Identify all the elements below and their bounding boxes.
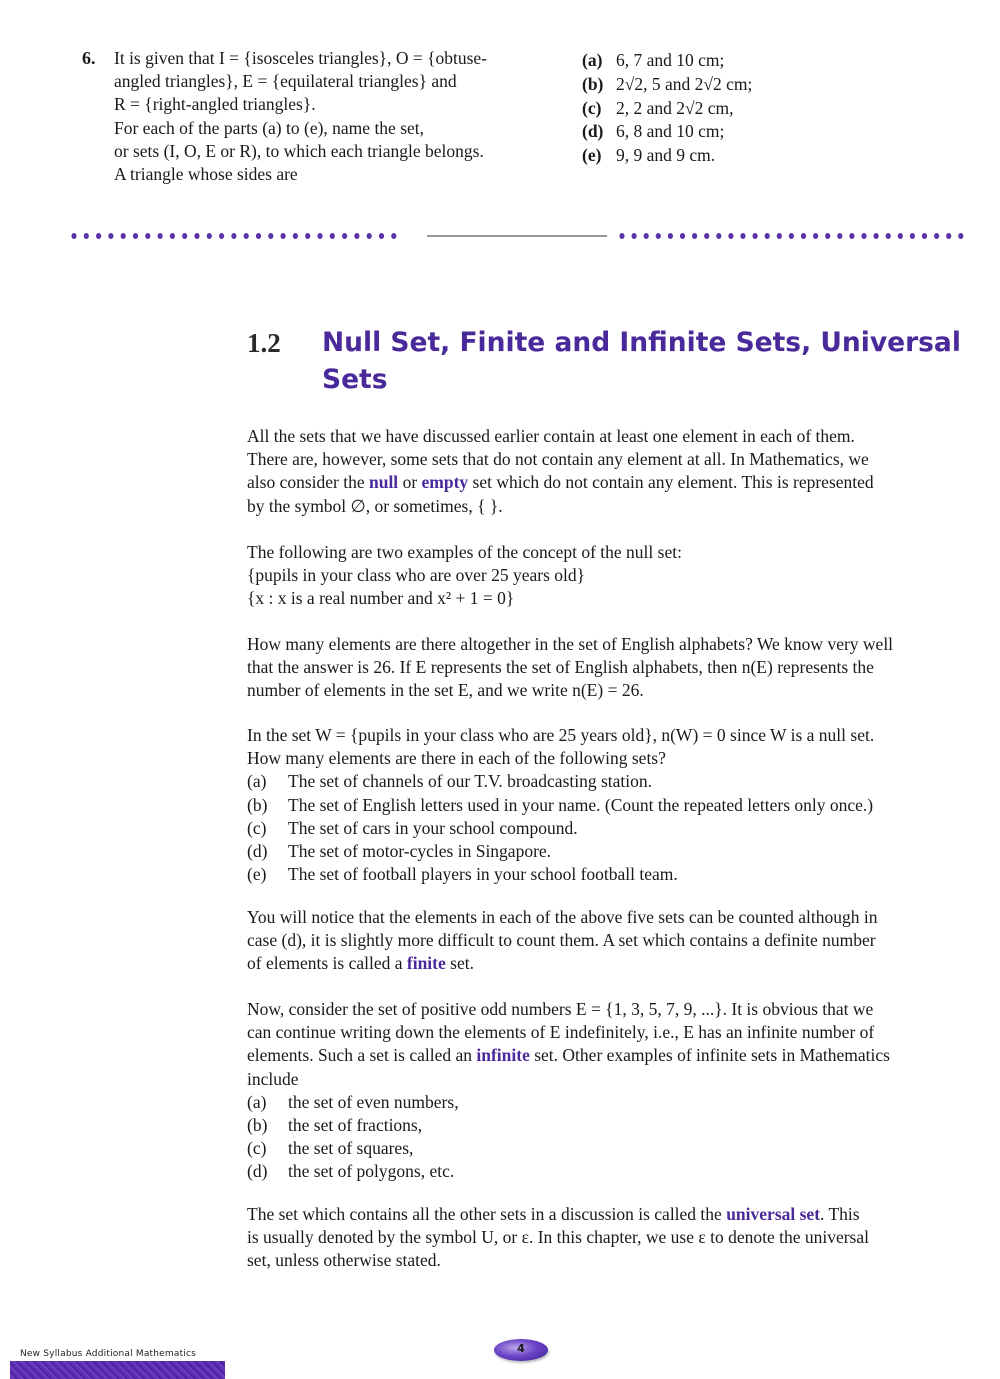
divider-dot	[219, 233, 224, 239]
divider-dot	[644, 233, 649, 239]
divider-dot	[777, 233, 782, 239]
divider-dot	[207, 233, 212, 239]
list-item: (b) the set of fractions,	[247, 1115, 423, 1136]
divider-dot	[379, 233, 384, 239]
divider-dot	[96, 233, 101, 239]
option-text: 2, 2 and 2√2 cm,	[616, 97, 734, 118]
divider-dot	[391, 233, 396, 239]
divider-dots-left	[71, 233, 396, 239]
divider-dot	[716, 233, 721, 239]
divider-dot	[108, 233, 113, 239]
text-line: All the sets that we have discussed earlier contain at least one element in each of them.	[247, 426, 855, 446]
divider-dot	[656, 233, 661, 239]
divider-dot	[765, 233, 770, 239]
divider-dot	[753, 233, 758, 239]
text-line: case (d), it is slightly more difficult to count them. A set which contains a definite number	[247, 930, 876, 951]
divider-dot	[281, 233, 286, 239]
divider-dot	[182, 233, 187, 239]
text-line: How many elements are there in each of the following sets?	[247, 748, 666, 769]
exercise-line: angled triangles}, E = {equilateral triangles} and	[114, 71, 457, 92]
text-line: that the answer is 26. If E represents the set of English alphabets, then n(E) represents the	[247, 657, 874, 678]
option-text: 6, 8 and 10 cm;	[616, 121, 725, 142]
paragraph-english-alphabets	[247, 633, 969, 703]
divider-dot	[692, 233, 697, 239]
option-e	[582, 144, 752, 168]
exercise-text	[114, 47, 499, 186]
text-line: You will notice that the elements in each of the above five sets can be counted although in	[247, 907, 878, 927]
divider-dot	[825, 233, 830, 239]
list-item: (c) The set of cars in your school compound.	[247, 817, 578, 838]
divider-dot	[367, 233, 372, 239]
option-c	[582, 97, 752, 121]
divider-dot	[317, 233, 322, 239]
text-line: In the set W = {pupils in your class who are 25 years old}, n(W) = 0 since W is a null set.	[247, 725, 875, 745]
exercise-line: or sets (I, O, E or R), to which each triangle belongs.	[114, 140, 484, 161]
exercise-line: R = {right-angled triangles}.	[114, 94, 316, 115]
keyword-empty: empty	[421, 472, 469, 493]
text-line: How many elements are there altogether in the set of English alphabets? We know very well	[247, 634, 894, 654]
divider-dot	[342, 233, 347, 239]
text-line: set, unless otherwise stated.	[247, 1250, 441, 1271]
divider-dot	[837, 233, 842, 239]
text-line: of elements is called a finite set.	[247, 953, 474, 974]
divider-dot	[145, 233, 150, 239]
divider-dot	[256, 233, 261, 239]
keyword-universal-set: universal set	[726, 1204, 821, 1224]
exercise-line: A triangle whose sides are	[114, 164, 298, 185]
paragraph-how-many	[247, 724, 969, 886]
text-line: by the symbol ∅, or sometimes, { }.	[247, 495, 503, 516]
book-title: New Syllabus Additional Mathematics	[20, 1349, 197, 1359]
text-line: Now, consider the set of positive odd numbers E = {1, 3, 5, 7, 9, ...}. It is obvious that we	[247, 999, 874, 1019]
option-label: (b)	[582, 73, 604, 94]
section-number: 1.2	[247, 328, 281, 358]
divider-dot	[231, 233, 236, 239]
paragraph-universal-set	[247, 1203, 969, 1273]
list-item: (e) The set of football players in your school football team.	[247, 864, 678, 885]
keyword-infinite: infinite	[476, 1045, 530, 1066]
text-line: include	[247, 1068, 299, 1089]
text-line: also consider the null or empty set which do not contain any element. This is represented	[247, 472, 874, 493]
divider-dot	[305, 233, 310, 239]
divider-dot	[874, 233, 879, 239]
divider-dot	[330, 233, 335, 239]
page-number-badge	[494, 1339, 548, 1361]
divider-dot	[740, 233, 745, 239]
divider-dot	[668, 233, 673, 239]
option-text: 9, 9 and 9 cm.	[616, 145, 716, 166]
divider-dot	[861, 233, 866, 239]
option-a	[582, 49, 752, 73]
exercise-line: It is given that I = {isosceles triangles}, O = {obtuse-	[114, 48, 487, 68]
option-label: (e)	[582, 145, 602, 166]
text-line: The following are two examples of the concept of the null set:	[247, 542, 682, 562]
divider-dot	[244, 233, 249, 239]
exercise-number: 6.	[82, 48, 96, 68]
section-title	[322, 324, 982, 398]
option-b	[582, 73, 752, 97]
divider-dot	[728, 233, 733, 239]
divider-dot	[194, 233, 199, 239]
section-divider	[70, 229, 970, 243]
divider-dots-right	[619, 233, 963, 239]
list-item: (a) The set of channels of our T.V. broadcasting station.	[247, 771, 653, 792]
divider-dot	[84, 233, 89, 239]
divider-dot	[354, 233, 359, 239]
divider-dot	[632, 233, 637, 239]
divider-dot	[170, 233, 175, 239]
divider-dot	[619, 233, 624, 239]
divider-dot	[71, 233, 76, 239]
text-line: is usually denoted by the symbol U, or ε. In this chapter, we use ε to denote the universal	[247, 1227, 869, 1248]
text-line: The set which contains all the other sets in a discussion is called the universal set. This	[247, 1204, 860, 1224]
option-d	[582, 120, 752, 144]
divider-dot	[946, 233, 951, 239]
divider-dot	[293, 233, 298, 239]
divider-dot	[158, 233, 163, 239]
keyword-finite: finite	[406, 953, 446, 974]
divider-dot	[922, 233, 927, 239]
divider-dot	[886, 233, 891, 239]
text-line: can continue writing down the elements of E indefinitely, i.e., E has an infinite number of	[247, 1022, 875, 1043]
divider-dot	[801, 233, 806, 239]
keyword-null: null	[368, 472, 399, 493]
divider-dot	[849, 233, 854, 239]
divider-dot	[133, 233, 138, 239]
divider-dot	[121, 233, 126, 239]
exercise-line: For each of the parts (a) to (e), name the set,	[114, 117, 425, 138]
exercise-options	[582, 49, 752, 168]
option-label: (c)	[582, 97, 602, 118]
divider-dot	[898, 233, 903, 239]
text-line: number of elements in the set E, and we write n(E) = 26.	[247, 680, 644, 701]
list-item: (a) the set of even numbers,	[247, 1091, 459, 1112]
text-line: {x : x is a real number and x² + 1 = 0}	[247, 588, 515, 609]
list-item: (c) the set of squares,	[247, 1138, 414, 1159]
footer-bar	[10, 1361, 225, 1379]
paragraph-null-set	[247, 425, 969, 518]
divider-dot	[789, 233, 794, 239]
list-item: (b) The set of English letters used in your name. (Count the repeated letters only once.)	[247, 794, 874, 815]
divider-dot	[704, 233, 709, 239]
divider-dot	[813, 233, 818, 239]
divider-dot	[910, 233, 915, 239]
list-item: (d) the set of polygons, etc.	[247, 1161, 455, 1182]
divider-dot	[958, 233, 963, 239]
paragraph-infinite-set	[247, 998, 969, 1184]
divider-dot	[680, 233, 685, 239]
list-item: (d) The set of motor-cycles in Singapore.	[247, 841, 552, 862]
text-line: There are, however, some sets that do not contain any element at all. In Mathematics, we	[247, 449, 869, 470]
section-title-line-2: Sets	[322, 364, 388, 395]
section-title-line-1: Null Set, Finite and Infinite Sets, Universal	[322, 327, 961, 358]
divider-dot	[934, 233, 939, 239]
text-line: {pupils in your class who are over 25 years old}	[247, 565, 586, 586]
option-text: 2√2, 5 and 2√2 cm;	[616, 73, 753, 94]
paragraph-finite-set	[247, 906, 969, 976]
page-number: 4	[517, 1342, 525, 1355]
option-label: (d)	[582, 121, 604, 142]
option-label: (a)	[582, 50, 603, 70]
text-line: elements. Such a set is called an infinite set. Other examples of infinite sets in Mathematics	[247, 1045, 890, 1066]
divider-dot	[268, 233, 273, 239]
option-text: 6, 7 and 10 cm;	[616, 50, 725, 70]
paragraph-null-examples	[247, 541, 969, 611]
